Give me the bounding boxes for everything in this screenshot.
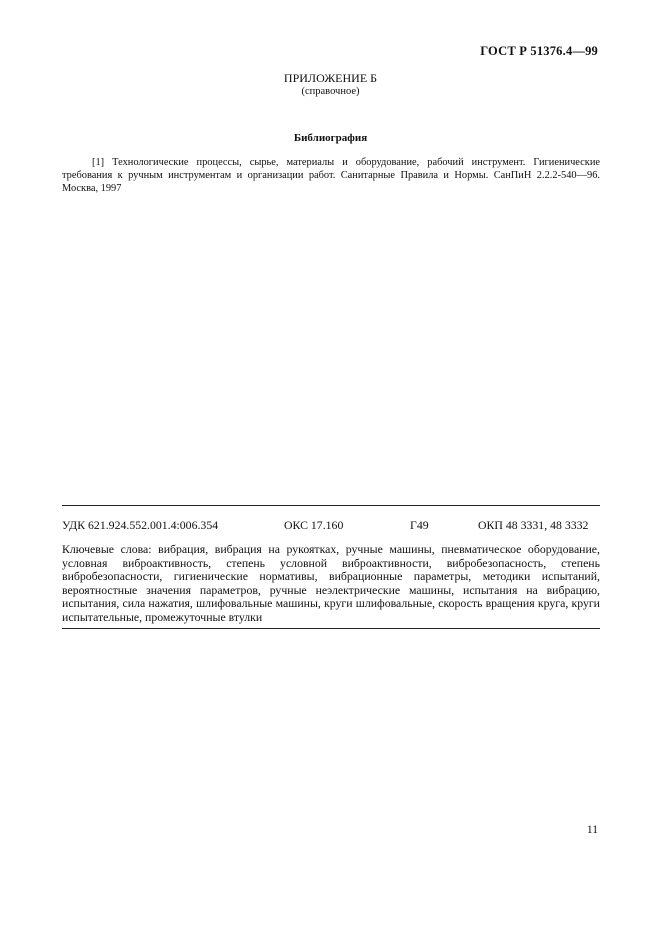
udc-code: УДК 621.924.552.001.4:006.354 — [62, 518, 219, 532]
bibliography-entry — [62, 156, 600, 195]
annex-note: (справочное) — [301, 86, 360, 97]
page-number: 11 — [586, 824, 598, 836]
bottom-divider — [62, 628, 600, 629]
top-divider — [62, 505, 600, 506]
bibliography-entry-text: [1] Технологические процессы, сырье, материалы и оборудование, рабочий инструмент. Гигиенические требования к ручным инструментам и организации работ. Санитарные Правила и Нормы. СанПиН 2.2.2-540—96. Москва, 1997 — [62, 157, 600, 194]
annex-heading — [0, 72, 661, 98]
annex-title: ПРИЛОЖЕНИЕ Б — [283, 71, 378, 85]
oks-code: ОКС 17.160 — [284, 518, 344, 532]
bibliography-title: Библиография — [293, 132, 368, 144]
standard-code: ГОСТ Р 51376.4—99 — [480, 44, 598, 58]
keywords-paragraph: Ключевые слова: вибрация, вибрация на рукоятках, ручные машины, пневматическое оборудование, условная виброактивность, степень условной виброактивности, вибробезопасность, степень вибробезопасности, гигиенические нормативы, вибрационные параметры, методики испытаний, вероятностные значения параметров, ручные неэлектрические машины, испытания на вибрацию, испытания, сила нажатия, шлифовальные машины, круги шлифовальные, скорость вращения круга, круги испытательные, промежуточные втулки — [62, 542, 600, 624]
okp-code: ОКП 48 3331, 48 3332 — [478, 518, 589, 532]
group-code: Г49 — [410, 518, 429, 532]
